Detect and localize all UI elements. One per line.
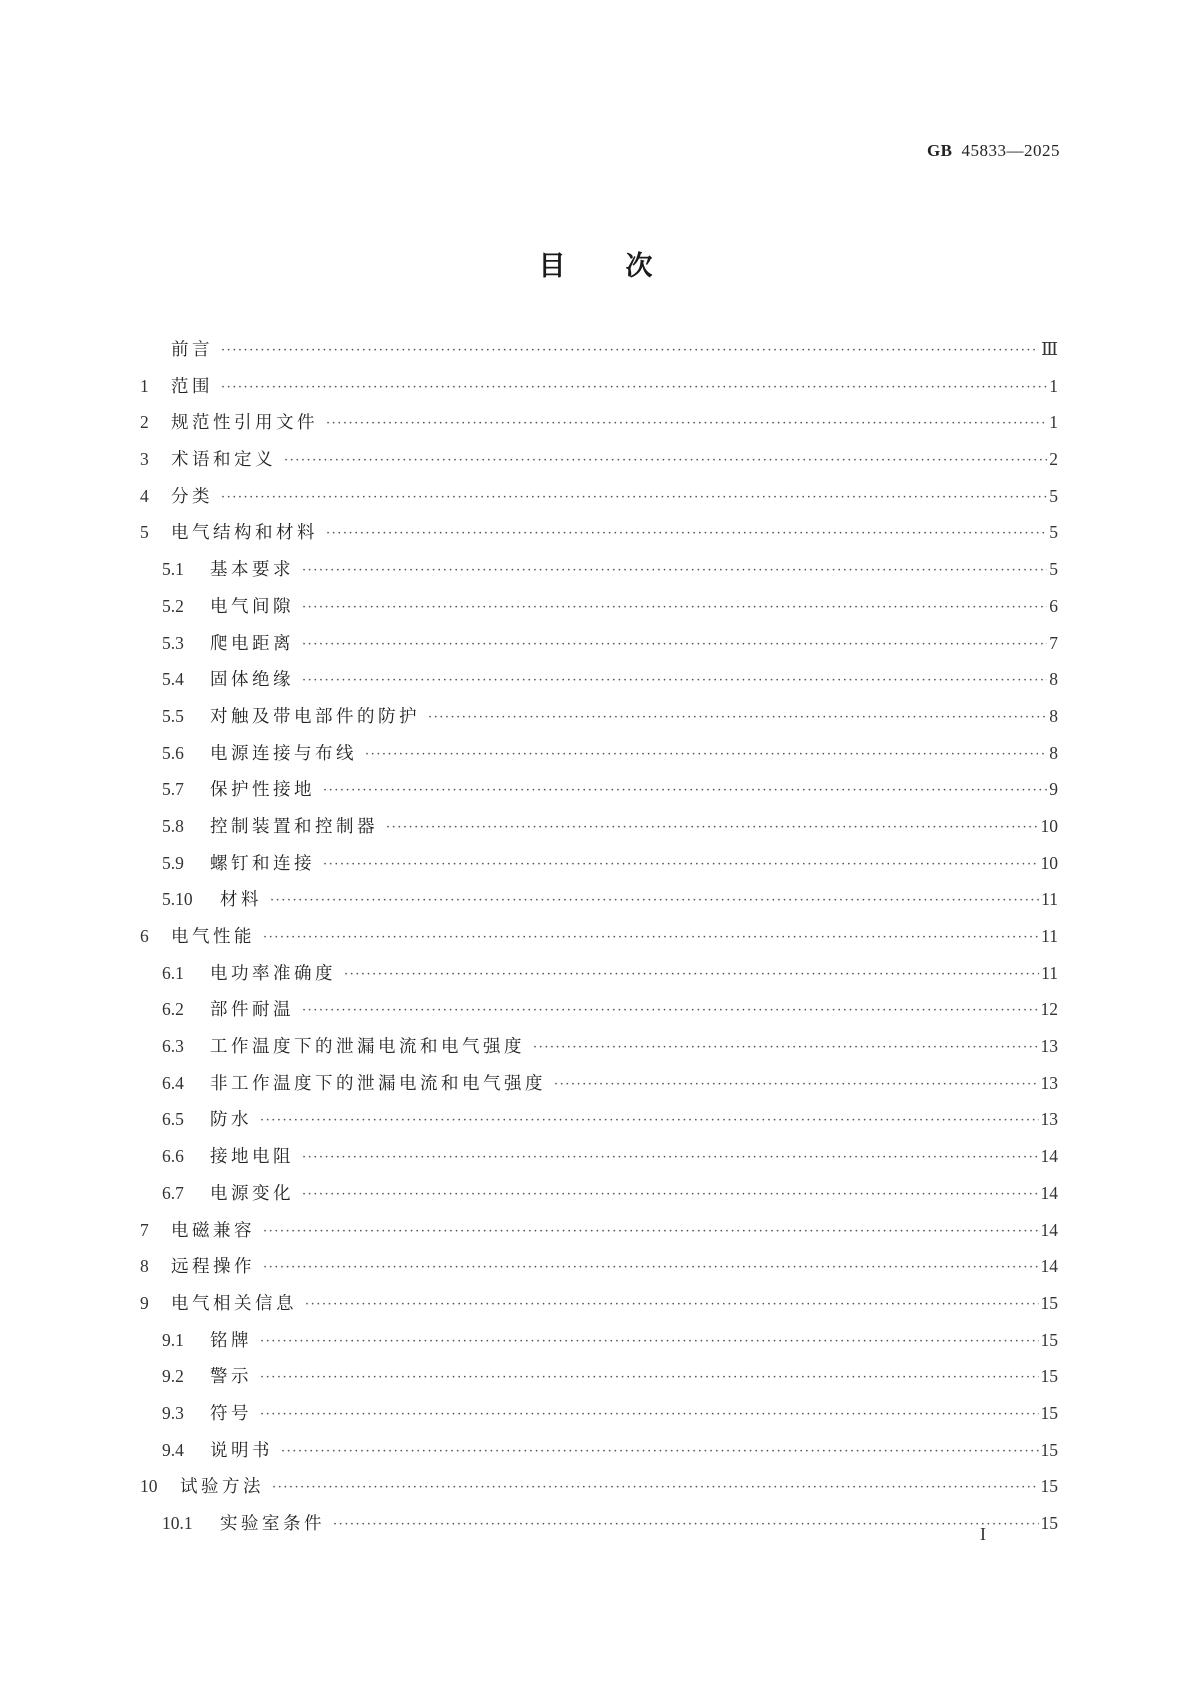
toc-entry-label: 对触及带电部件的防护: [210, 706, 420, 727]
toc-entry[interactable]: [140, 373, 1058, 410]
dot-leader: [270, 893, 1039, 908]
toc-entry-label: 分类: [171, 486, 213, 507]
toc-subentry[interactable]: [140, 996, 1058, 1033]
toc-entry-page: 15: [1040, 1366, 1058, 1387]
toc-entry-number: 5.2: [162, 595, 184, 616]
toc-entry-label: 电源变化: [210, 1183, 294, 1204]
toc-entry-number: 10.1: [162, 1513, 193, 1533]
toc-entry-label: 符号: [210, 1403, 252, 1424]
toc-entry[interactable]: [140, 446, 1058, 483]
toc-entry-label: 非工作温度下的泄漏电流和电气强度: [210, 1073, 546, 1094]
dot-leader: [302, 637, 1047, 652]
toc-entry[interactable]: [140, 409, 1058, 446]
toc-entry-label: 爬电距离: [210, 633, 294, 654]
toc-entry-page: 14: [1040, 1256, 1058, 1277]
toc-subentry[interactable]: [140, 740, 1058, 777]
dot-leader: [263, 1260, 1039, 1275]
toc-entry-number: 6.4: [162, 1072, 184, 1093]
toc-subentry[interactable]: [140, 886, 1058, 923]
toc-entry-number: 5.3: [162, 632, 184, 653]
table-of-contents: [140, 336, 1058, 1547]
dot-leader: [221, 490, 1047, 505]
dot-leader: [263, 1224, 1039, 1239]
toc-entry-number: 10: [140, 1476, 158, 1497]
toc-entry-page: 15: [1040, 1329, 1058, 1350]
toc-entry-number: 9.2: [162, 1366, 184, 1387]
toc-entry-label: 前言: [171, 340, 213, 360]
toc-subentry[interactable]: [140, 703, 1058, 740]
toc-entry-number: 6: [140, 926, 149, 946]
dot-leader: [221, 380, 1047, 395]
dot-leader: [323, 857, 1039, 872]
toc-entry-number: 5.8: [162, 815, 184, 836]
toc-entry-number: 5.6: [162, 742, 184, 763]
toc-entry-number: 5.7: [162, 779, 184, 800]
toc-entry-number: 9.3: [162, 1402, 184, 1423]
toc-subentry[interactable]: [140, 1033, 1058, 1070]
dot-leader: [554, 1077, 1039, 1092]
toc-entry-label: 工作温度下的泄漏电流和电气强度: [210, 1037, 525, 1058]
toc-entry-label: 电源连接与布线: [210, 743, 357, 764]
toc-entry-number: 6.6: [162, 1146, 184, 1167]
dot-leader: [344, 967, 1039, 982]
toc-subentry[interactable]: [140, 1400, 1058, 1437]
toc-entry-number: 6.2: [162, 999, 184, 1020]
toc-entry-page: 13: [1040, 1036, 1058, 1057]
toc-entry-label: 电气间隙: [210, 596, 294, 617]
dot-leader: [326, 526, 1047, 541]
toc-subentry[interactable]: [140, 630, 1058, 667]
dot-leader: [272, 1480, 1039, 1495]
toc-entry-page: 15: [1040, 1402, 1058, 1423]
toc-subentry[interactable]: [140, 960, 1058, 997]
toc-entry-number: 5.9: [162, 852, 184, 873]
toc-subentry[interactable]: [140, 593, 1058, 630]
toc-entry-label: 接地电阻: [210, 1147, 294, 1168]
toc-entry-number: 9.1: [162, 1329, 184, 1350]
toc-entry-number: 5.10: [162, 889, 193, 910]
toc-entry-label: 保护性接地: [210, 780, 315, 801]
toc-subentry[interactable]: [140, 813, 1058, 850]
toc-entry-label: 电磁兼容: [171, 1220, 255, 1241]
toc-entry-page: 7: [1049, 632, 1058, 653]
toc-subentry[interactable]: [140, 1180, 1058, 1217]
toc-entry-page: 11: [1041, 889, 1058, 910]
toc-entry-label: 电气结构和材料: [171, 523, 318, 544]
toc-entry-number: 4: [140, 485, 149, 506]
dot-leader: [260, 1334, 1039, 1349]
toc-entry-number: 6.5: [162, 1109, 184, 1130]
page-title: 目次: [538, 251, 713, 282]
toc-entry[interactable]: [140, 519, 1058, 556]
dot-leader: [323, 783, 1047, 798]
toc-entry-page: 13: [1040, 1072, 1058, 1093]
toc-entry-label: 材料: [220, 890, 262, 911]
toc-subentry[interactable]: [140, 556, 1058, 593]
toc-entry[interactable]: [140, 336, 1058, 373]
toc-entry-page: 15: [1040, 1476, 1058, 1497]
toc-entry-page: 14: [1040, 1219, 1058, 1240]
toc-entry-label: 电气相关信息: [171, 1293, 297, 1314]
toc-entry-page: 8: [1049, 669, 1058, 690]
toc-entry-page: 15: [1040, 1439, 1058, 1460]
toc-entry-page: 10: [1040, 815, 1058, 836]
toc-subentry[interactable]: [140, 1363, 1058, 1400]
toc-entry-label: 术语和定义: [171, 450, 276, 471]
toc-entry-page: 14: [1040, 1146, 1058, 1167]
toc-subentry[interactable]: [140, 1143, 1058, 1180]
toc-entry-page: 8: [1049, 742, 1058, 763]
toc-entry-label: 远程操作: [171, 1257, 255, 1278]
toc-entry-label: 控制装置和控制器: [210, 816, 378, 837]
toc-subentry[interactable]: [140, 850, 1058, 887]
toc-entry-number: 2: [140, 412, 149, 433]
toc-entry-number: 7: [140, 1219, 149, 1240]
toc-entry-label: 基本要求: [210, 560, 294, 581]
toc-entry-page: 5: [1049, 522, 1058, 543]
toc-entry-label: 螺钉和连接: [210, 853, 315, 874]
dot-leader: [302, 1150, 1039, 1165]
toc-entry-number: 6.1: [162, 962, 184, 983]
toc-entry-page: 14: [1040, 1182, 1058, 1203]
dot-leader: [428, 710, 1047, 725]
dot-leader: [284, 453, 1047, 468]
toc-subentry[interactable]: [140, 776, 1058, 813]
toc-entry-label: 固体绝缘: [210, 670, 294, 691]
dot-leader: [263, 930, 1039, 945]
toc-entry-page: 6: [1049, 595, 1058, 616]
dot-leader: [302, 673, 1047, 688]
toc-entry-label: 电功率准确度: [210, 963, 336, 984]
dot-leader: [386, 820, 1039, 835]
dot-leader: [260, 1113, 1039, 1128]
standard-code-number: 45833—2025: [961, 141, 1060, 160]
toc-entry-number: 5.4: [162, 669, 184, 690]
standard-code: [927, 141, 1060, 161]
toc-subentry[interactable]: [140, 1106, 1058, 1143]
toc-entry[interactable]: [140, 923, 1058, 960]
toc-entry[interactable]: [140, 1473, 1058, 1510]
toc-entry-page: 13: [1040, 1109, 1058, 1130]
toc-entry-page: Ⅲ: [1041, 339, 1058, 359]
dot-leader: [221, 343, 1039, 358]
toc-entry-number: 6.7: [162, 1182, 184, 1203]
toc-entry-number: 9.4: [162, 1439, 184, 1460]
toc-entry-label: 警示: [210, 1367, 252, 1388]
toc-entry-page: 5: [1049, 485, 1058, 506]
dot-leader: [302, 1003, 1039, 1018]
dot-leader: [302, 1187, 1039, 1202]
toc-entry-label: 规范性引用文件: [171, 413, 318, 434]
toc-entry-page: 5: [1049, 559, 1058, 580]
dot-leader: [326, 416, 1047, 431]
dot-leader: [533, 1040, 1039, 1055]
toc-entry-label: 防水: [210, 1110, 252, 1131]
dot-leader: [302, 563, 1047, 578]
toc-entry-page: 15: [1040, 1292, 1058, 1313]
toc-entry-page: 9: [1049, 779, 1058, 800]
toc-entry[interactable]: [140, 1253, 1058, 1290]
toc-entry-page: 11: [1041, 926, 1058, 946]
dot-leader: [260, 1407, 1039, 1422]
toc-entry-number: 5.1: [162, 559, 184, 580]
toc-subentry[interactable]: [140, 666, 1058, 703]
toc-entry-page: 8: [1049, 705, 1058, 726]
toc-entry-label: 试验方法: [180, 1477, 264, 1498]
toc-entry-page: 15: [1040, 1513, 1058, 1533]
toc-entry-label: 说明书: [210, 1440, 273, 1461]
dot-leader: [333, 1517, 1039, 1532]
dot-leader: [260, 1370, 1039, 1385]
toc-entry-label: 部件耐温: [210, 1000, 294, 1021]
toc-entry-label: 铭牌: [210, 1330, 252, 1351]
toc-entry-number: 8: [140, 1256, 149, 1277]
page-number: I: [980, 1524, 986, 1544]
toc-subentry[interactable]: [140, 1437, 1058, 1474]
toc-entry-label: 范围: [171, 376, 213, 397]
toc-entry-number: 3: [140, 449, 149, 470]
toc-entry-page: 1: [1049, 412, 1058, 433]
dot-leader: [365, 747, 1047, 762]
toc-entry-label: 电气性能: [171, 927, 255, 947]
dot-leader: [281, 1444, 1039, 1459]
standard-code-prefix: GB: [926, 141, 953, 160]
toc-subentry[interactable]: [140, 1327, 1058, 1364]
toc-entry-number: 1: [140, 375, 149, 396]
toc-entry[interactable]: [140, 483, 1058, 520]
toc-entry-page: 12: [1040, 999, 1058, 1020]
toc-entry-number: 9: [140, 1292, 149, 1313]
toc-entry-number: 5: [140, 522, 149, 543]
toc-subentry[interactable]: [140, 1070, 1058, 1107]
toc-entry-page: 11: [1041, 962, 1058, 983]
toc-entry-number: 6.3: [162, 1036, 184, 1057]
toc-entry[interactable]: [140, 1217, 1058, 1254]
dot-leader: [302, 600, 1047, 615]
toc-entry-page: 10: [1040, 852, 1058, 873]
toc-entry-number: 5.5: [162, 705, 184, 726]
dot-leader: [305, 1297, 1039, 1312]
toc-entry-page: 2: [1049, 449, 1058, 470]
toc-entry-page: 1: [1049, 375, 1058, 396]
toc-subentry[interactable]: [140, 1510, 1058, 1547]
toc-entry[interactable]: [140, 1290, 1058, 1327]
toc-entry-label: 实验室条件: [220, 1514, 325, 1534]
